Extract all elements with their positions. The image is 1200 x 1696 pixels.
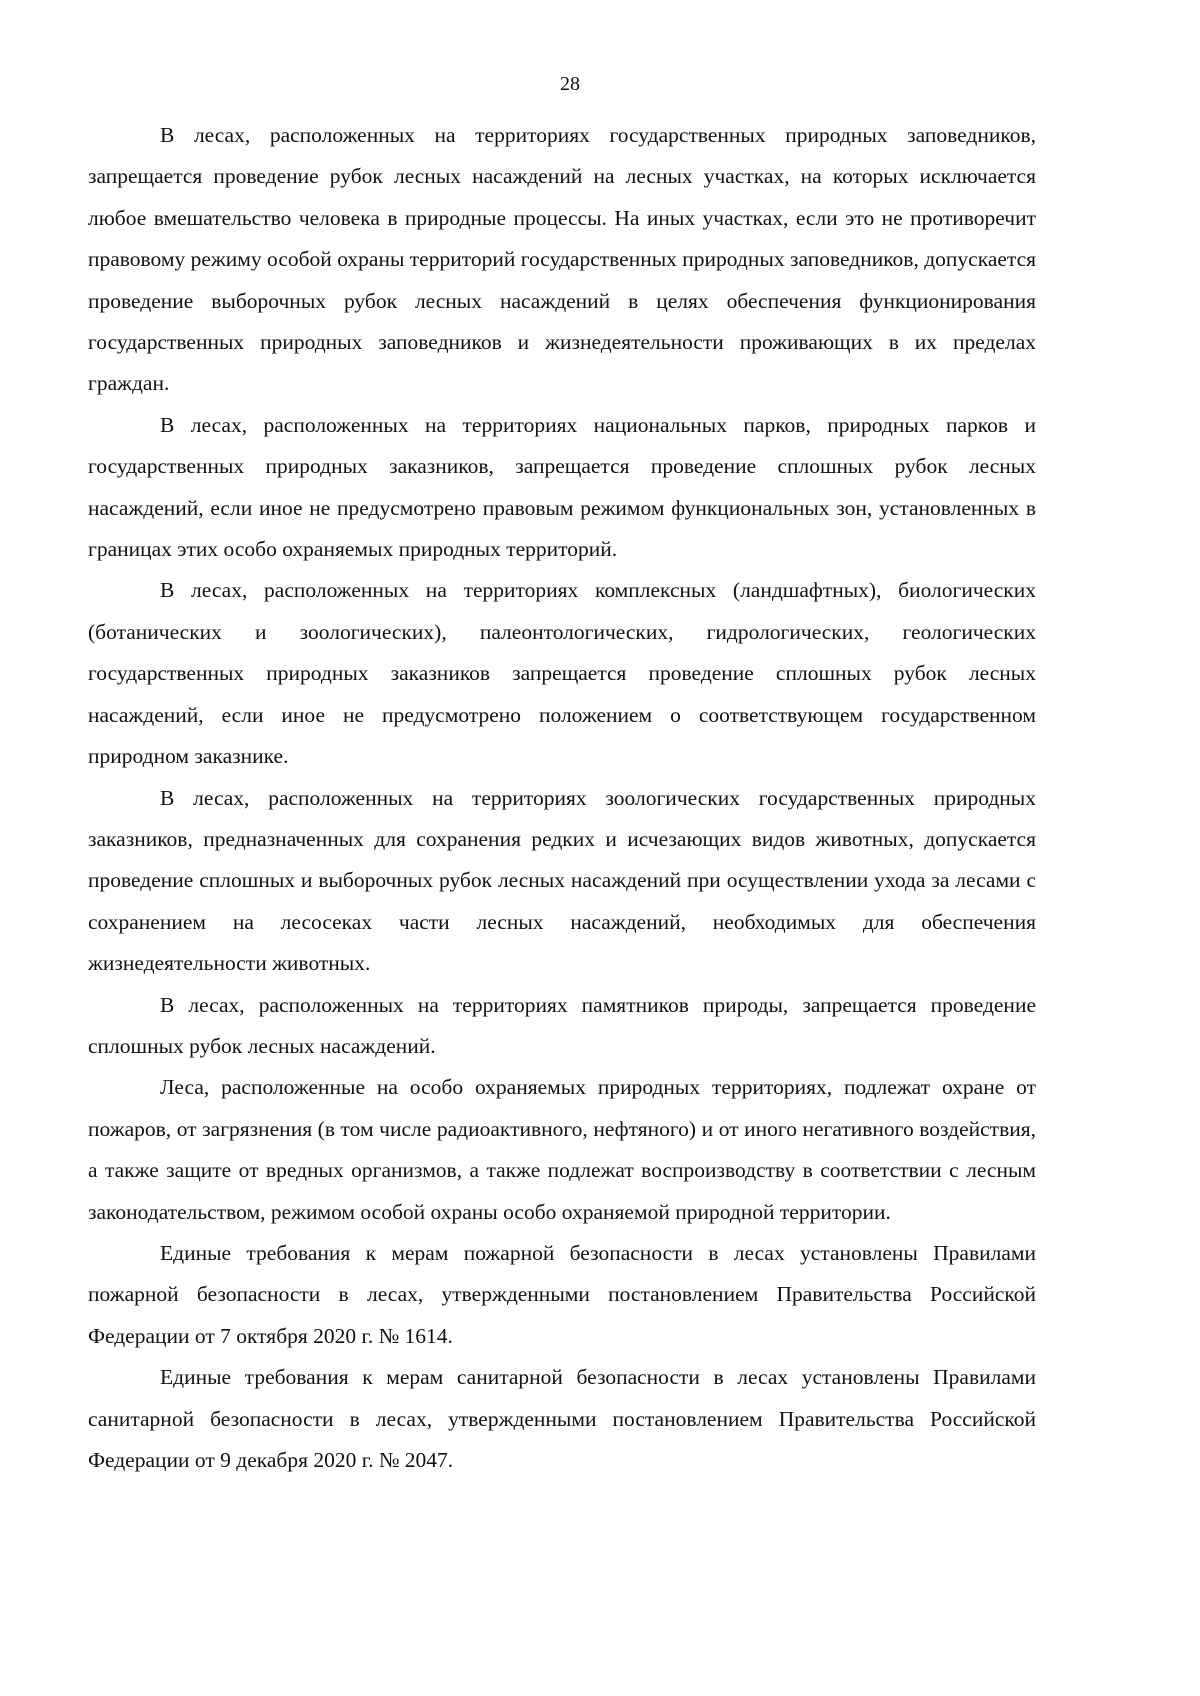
paragraph-forest-protection: Леса, расположенные на особо охраняемых природных территориях, подлежат охране от пожаров, от загрязнения (в том числе радиоактивного, нефтяного) и от иного негативного воздействия, а также защите от вредных организмов, а также подлежат воспроизводству в соответствии с лесным законодательством, режимом особой охраны особо охраняемой природной территории. — [88, 1075, 1036, 1224]
paragraph-complex-reserves: В лесах, расположенных на территориях комплексных (ландшафтных), биологических (ботанических и зоологических), палеонтологических, гидрологических, геологических государственных природных заказников запрещается проведение сплошных рубок лесных насаждений, если иное не предусмотрено положением о соответствующем государственном природном заказнике. — [88, 578, 1036, 769]
paragraph-natural-monuments: В лесах, расположенных на территориях памятников природы, запрещается проведение сплошных рубок лесных насаждений. — [88, 992, 1036, 1058]
document-body — [88, 115, 1036, 1481]
paragraph-sanitary-safety: Единые требования к мерам санитарной безопасности в лесах установлены Правилами санитарной безопасности в лесах, утвержденными постановлением Правительства Российской Федерации от 9 декабря 2020 г. № 2047. — [88, 1365, 1036, 1472]
page-number: 28 — [560, 73, 580, 95]
paragraph-fire-safety: Единые требования к мерам пожарной безопасности в лесах установлены Правилами пожарной безопасности в лесах, утвержденными постановлением Правительства Российской Федерации от 7 октября 2020 г. № 1614. — [88, 1240, 1036, 1348]
paragraph-national-parks: В лесах, расположенных на территориях национальных парков, природных парков и государственных природных заказников, запрещается проведение сплошных рубок лесных насаждений, если иное не предусмотрено правовым режимом функциональных зон, установленных в границах этих особо охраняемых природных территорий. — [88, 412, 1036, 562]
paragraph-zoological-reserves: В лесах, расположенных на территориях зоологических государственных природных заказников, предназначенных для сохранения редких и исчезающих видов животных, допускается проведение сплошных и выборочных рубок лесных насаждений при осуществлении ухода за лесами с сохранением на лесосеках части лесных насаждений, необходимых для обеспечения жизнедеятельности животных. — [88, 785, 1036, 976]
paragraph-reserves: В лесах, расположенных на территориях государственных природных заповедников, запрещается проведение рубок лесных насаждений на лесных участках, на которых исключается любое вмешательство человека в природные процессы. На иных участках, если это не противоречит правовому режиму особой охраны территорий государственных природных заповедников, допускается проведение выборочных рубок лесных насаждений в целях обеспечения функционирования государственных природных заповедников и жизнедеятельности проживающих в их пределах граждан. — [88, 123, 1036, 396]
